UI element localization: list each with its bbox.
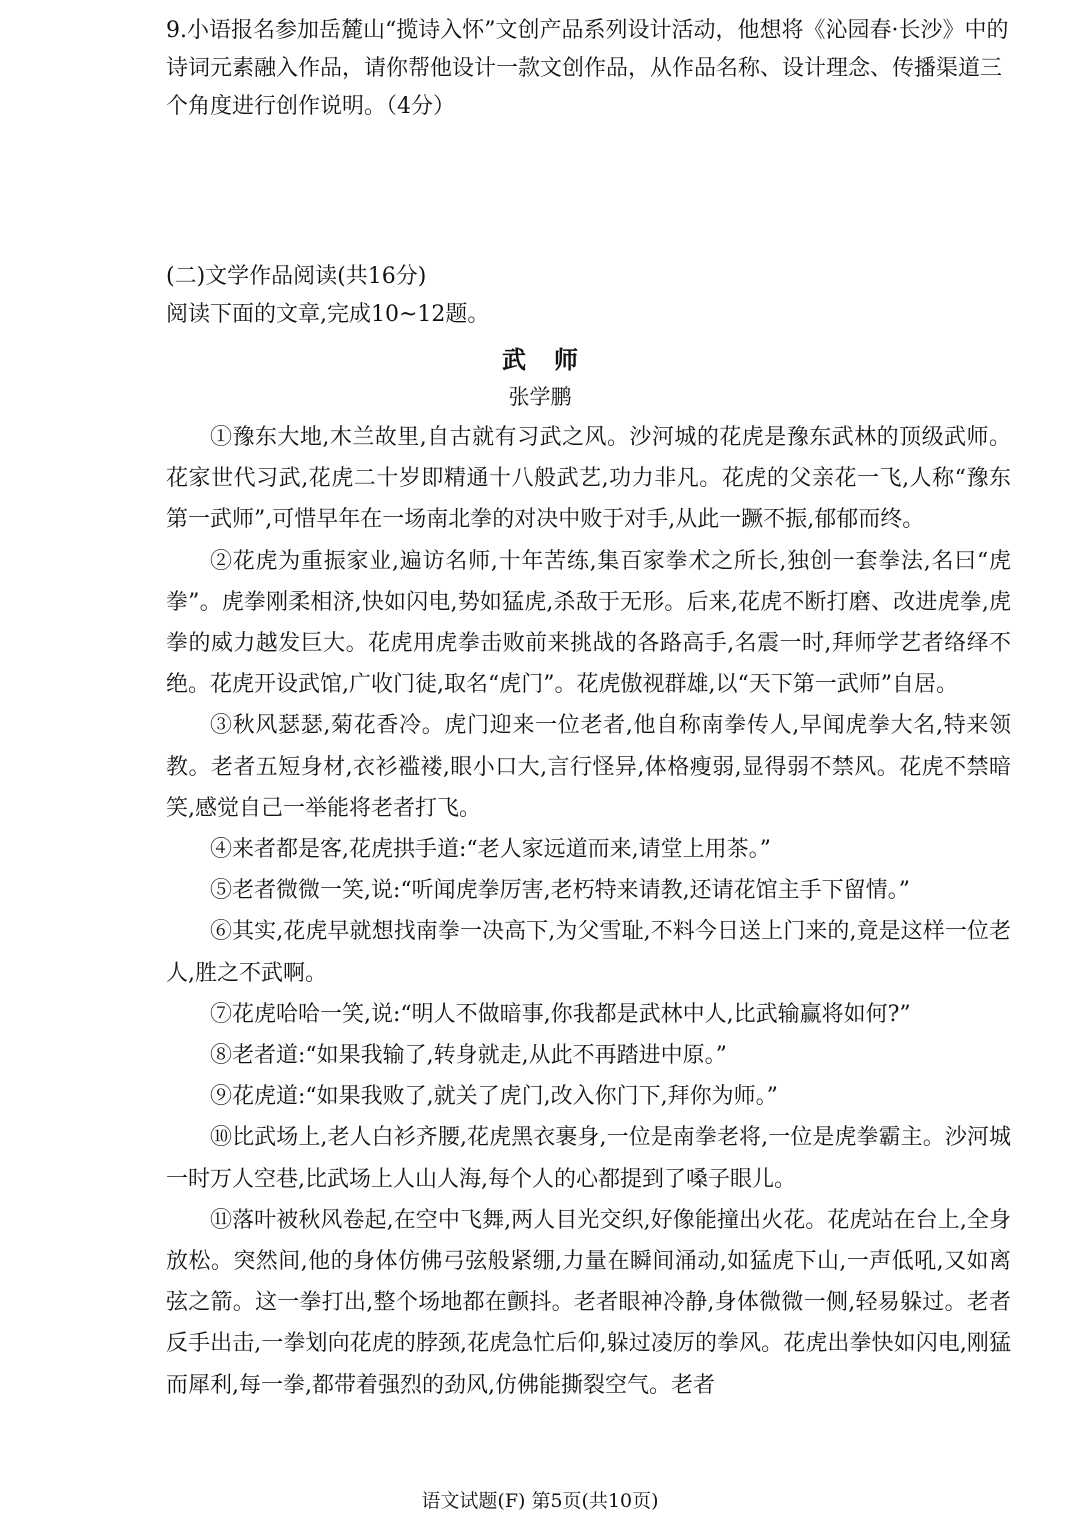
literary-reading-section — [166, 258, 1011, 334]
paragraph: ⑩比武场上,老人白衫齐腰,花虎黑衣裹身,一位是南拳老将,一位是虎拳霸主。沙河城一时万人空巷,比武场上人山人海,每个人的心都提到了嗓子眼儿。 — [166, 1125, 1011, 1192]
article-author: 张学鹏 — [508, 385, 572, 409]
article-title: 武师 — [502, 345, 606, 374]
section-heading: (二)文学作品阅读(共16分) — [166, 264, 427, 289]
paragraph: ⑨花虎道:“如果我败了,就关了虎门,改入你门下,拜你为师。” — [210, 1084, 778, 1110]
article-body — [166, 417, 1011, 1406]
paragraph: ⑤老者微微一笑,说:“听闻虎拳厉害,老朽特来请教,还请花馆主手下留情。” — [210, 878, 910, 904]
question-9 — [166, 12, 1011, 126]
question-9-text — [166, 12, 1011, 126]
paragraph: ⑥其实,花虎早就想找南拳一决高下,为父雪耻,不料今日送上门来的,竟是这样一位老人,胜之不武啊。 — [166, 919, 1011, 986]
question-9-body: 小语报名参加岳麓山“揽诗入怀”文创产品系列设计活动，他想将《沁园春·长沙》中的诗词元素融入作品，请你帮他设计一款文创作品，从作品名称、设计理念、传播渠道三个角度进行创作说明。（4分） — [166, 18, 1009, 119]
paragraph: ①豫东大地,木兰故里,自古就有习武之风。沙河城的花虎是豫东武林的顶级武师。花家世代习武,花虎二十岁即精通十八般武艺,功力非凡。花虎的父亲花一飞,人称“豫东第一武师”,可惜早年在一场南北拳的对决中败于对手,从此一蹶不振,郁郁而终。 — [166, 425, 1011, 533]
page-footer: 语文试题(F) 第5页(共10页) — [421, 1490, 659, 1512]
paragraph: ④来者都是客,花虎拱手道:“老人家远道而来,请堂上用茶。” — [210, 837, 771, 863]
paragraph: ⑧老者道:“如果我输了,转身就走,从此不再踏进中原。” — [210, 1043, 727, 1069]
paragraph: ②花虎为重振家业,遍访名师,十年苦练,集百家拳术之所长,独创一套拳法,名曰“虎拳”。虎拳刚柔相济,快如闪电,势如猛虎,杀敌于无形。后来,花虎不断打磨、改进虎拳,虎拳的威力越发巨大。花虎用虎拳击败前来挑战的各路高手,名震一时,拜师学艺者络绎不绝。花虎开设武馆,广收门徒,取名“虎门”。花虎傲视群雄,以“天下第一武师”自居。 — [166, 548, 1011, 698]
paragraph: ③秋风瑟瑟,菊花香冷。虎门迎来一位老者,他自称南拳传人,早闻虎拳大名,特来领教。老者五短身材,衣衫褴褛,眼小口大,言行怪异,体格瘦弱,显得弱不禁风。花虎不禁暗笑,感觉自己一举能将老者打飞。 — [166, 713, 1011, 821]
paragraph: ⑪落叶被秋风卷起,在空中飞舞,两人目光交织,好像能撞出火花。花虎站在台上,全身放松。突然间,他的身体仿佛弓弦般紧绷,力量在瞬间涌动,如猛虎下山,一声低吼,又如离弦之箭。这一拳打出,整个场地都在颤抖。老者眼神冷静,身体微微一侧,轻易躲过。老者反手出击,一拳划向花虎的脖颈,花虎急忙后仰,躲过凌厉的拳风。花虎出拳快如闪电,刚猛而犀利,每一拳,都带着强烈的劲风,仿佛能撕裂空气。老者 — [166, 1207, 1011, 1398]
question-9-number: 9. — [166, 18, 187, 43]
section-instruction: 阅读下面的文章,完成10~12题。 — [166, 302, 490, 327]
paragraph: ⑦花虎哈哈一笑,说:“明人不做暗事,你我都是武林中人,比武输赢将如何?” — [210, 1001, 911, 1027]
